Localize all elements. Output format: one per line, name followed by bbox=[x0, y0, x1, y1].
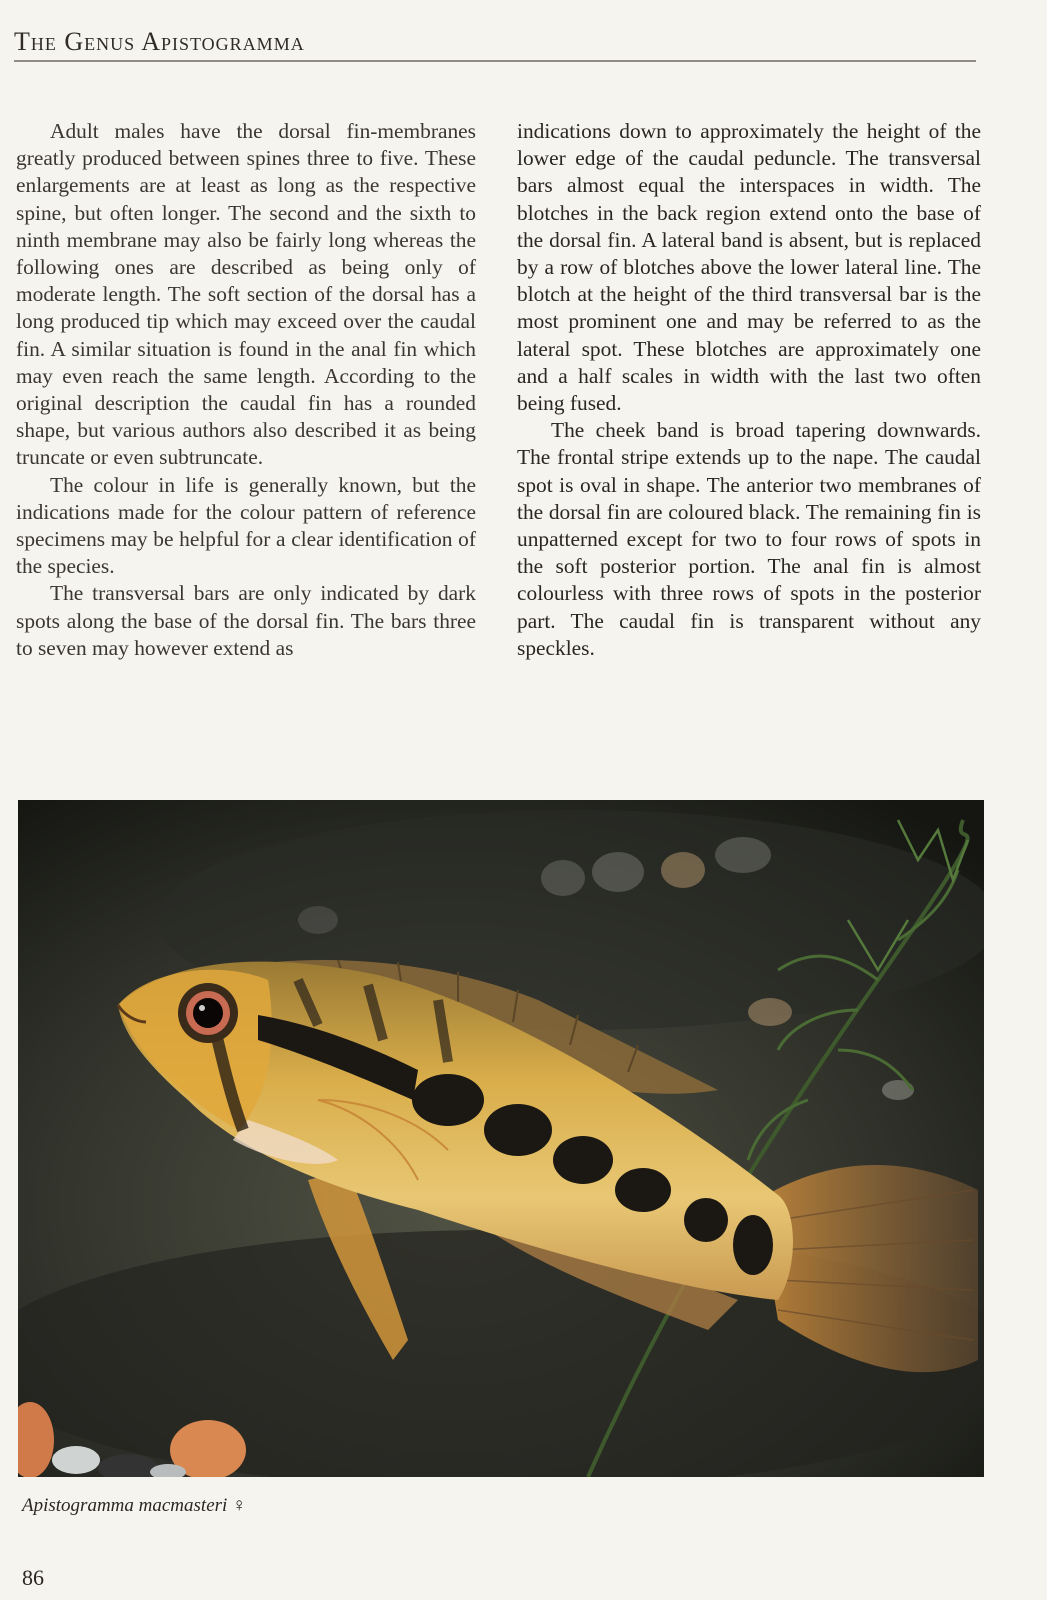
paragraph: indications down to approximately the height of the lower edge of the caudal peduncle. The transversal bars almost equal the interspaces in width. The blotches in the back region extend onto the base of the dorsal fin. A lateral band is absent, but is replaced by a row of blotches above the lower lateral line. The blotch at the height of the third transversal bar is the most prominent one and may be referred to as the lateral spot. These blotches are approximately one and a half scales in width with the last two often being fused. bbox=[517, 119, 981, 416]
running-head-rule bbox=[14, 60, 976, 62]
photo-caption: Apistogramma macmasteri ♀ bbox=[22, 1495, 247, 1516]
paragraph: The colour in life is generally known, but the indications made for the colour pattern of reference specimens may be helpful for a clear identification of the species. bbox=[16, 472, 476, 579]
paragraph: The cheek band is broad tapering downwards. The frontal stripe extends up to the nape. The caudal spot is oval in shape. The anterior two membranes of the dorsal fin are coloured black. The remaining fin is unpatterned except for two to four rows of spots in the soft posterior portion. The anal fin is almost colourless with three rows of spots in the posterior part. The caudal fin is transparent without any speckles. bbox=[517, 418, 981, 660]
page-number: 86 bbox=[22, 1565, 44, 1590]
fish-photograph bbox=[18, 800, 984, 1477]
fish-illustration bbox=[18, 800, 984, 1477]
paragraph: The transversal bars are only indicated by dark spots along the base of the dorsal fin. The bars three to seven may however extend as bbox=[16, 581, 476, 660]
paragraph: Adult males have the dorsal fin-membranes greatly produced between spines three to five. These enlargements are at least as long as the respective spine, but often longer. The second and the sixth to ninth membrane may also be fairly long whereas the following ones are described as being only of moderate length. The soft section of the dorsal has a long produced tip which may exceed over the caudal fin. A similar situation is found in the anal fin which may even reach the same length. According to the original description the caudal fin has a rounded shape, but various authors also described it as being truncate or even subtruncate. bbox=[16, 119, 476, 470]
running-head: The Genus Apistogramma bbox=[14, 27, 305, 56]
text-column-right bbox=[517, 118, 981, 662]
text-column-left bbox=[16, 118, 476, 662]
